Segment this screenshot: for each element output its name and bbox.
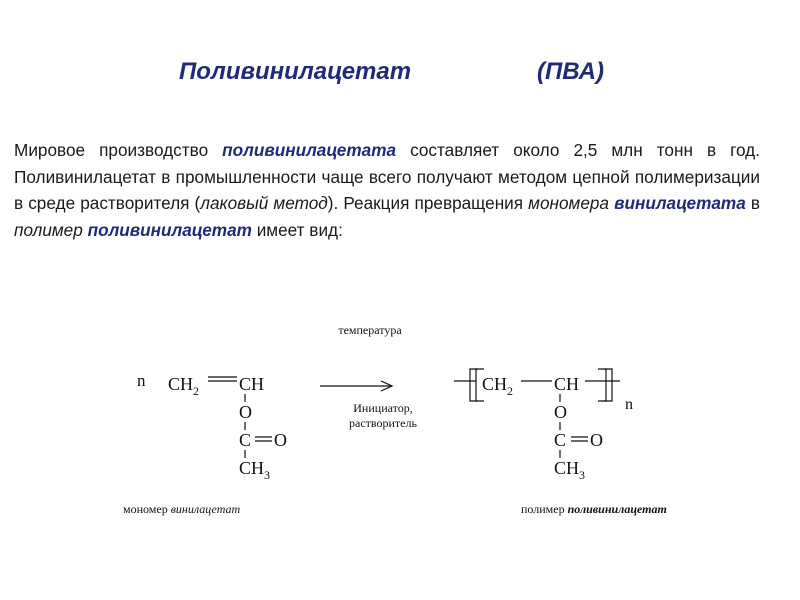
polymer-right-bracket-inner [598,369,606,401]
monomer-ch: CH [239,374,265,394]
text-segment: Мировое производство [14,140,223,160]
intro-paragraph [14,137,760,243]
polymer-oxygen: O [554,402,567,422]
polymer-carbon: C [554,430,567,450]
slide-title-main: Поливинилацетат [179,58,412,85]
polymer-right-bracket-outer [604,369,612,401]
monomer-caption: мономер винилацетат [123,502,241,516]
polymer-carbonyl-oxygen: O [590,430,603,450]
monomer-carbonyl-oxygen: O [274,430,287,450]
term-polymer: полимер [14,219,83,240]
term-monomer: мономера [528,193,609,213]
polymer-ch3: $CH_3$ [554,458,586,482]
monomer-oxygen: O [239,402,252,422]
term-polyvinylacetate: поливинилацетата [222,140,397,160]
text-segment: ). Реакция превращения [327,193,529,213]
reaction-condition-solvent: растворитель [349,416,417,430]
slide-title [0,58,800,98]
monomer-ch3: $CH_3$ [239,458,271,482]
slide-title-abbreviation: (ПВА) [537,58,604,85]
term-vinylacetate: винилацетата [614,193,746,213]
polymer-ch2: $CH_2$ [482,374,514,398]
text-segment: в [745,193,760,213]
polymer-subscript-n: n [625,396,633,413]
reaction-scheme [0,300,800,600]
text-segment: имеет вид: [251,219,343,240]
polymer-left-bracket-outer [470,369,478,401]
text-segment: составляет около 2,5 млн тонн в год. Поливинилацетат в промышленности чаще всего получают методом цепной полимеризации в среде растворителя ( [14,140,760,213]
monomer-carbon: C [239,430,252,450]
reaction-condition-temperature: температура [338,323,402,337]
term-polyvinylacetate-2: поливинилацетат [87,219,252,240]
polymer-caption: полимер поливинилацетат [521,502,667,516]
monomer-coefficient-n: n [137,371,146,390]
monomer-ch2: $CH_2$ [168,374,200,398]
reaction-condition-initiator: Инициатор, [353,401,413,415]
term-lacquer-method: лаковый метод [200,193,328,213]
polymer-ch: CH [554,374,580,394]
